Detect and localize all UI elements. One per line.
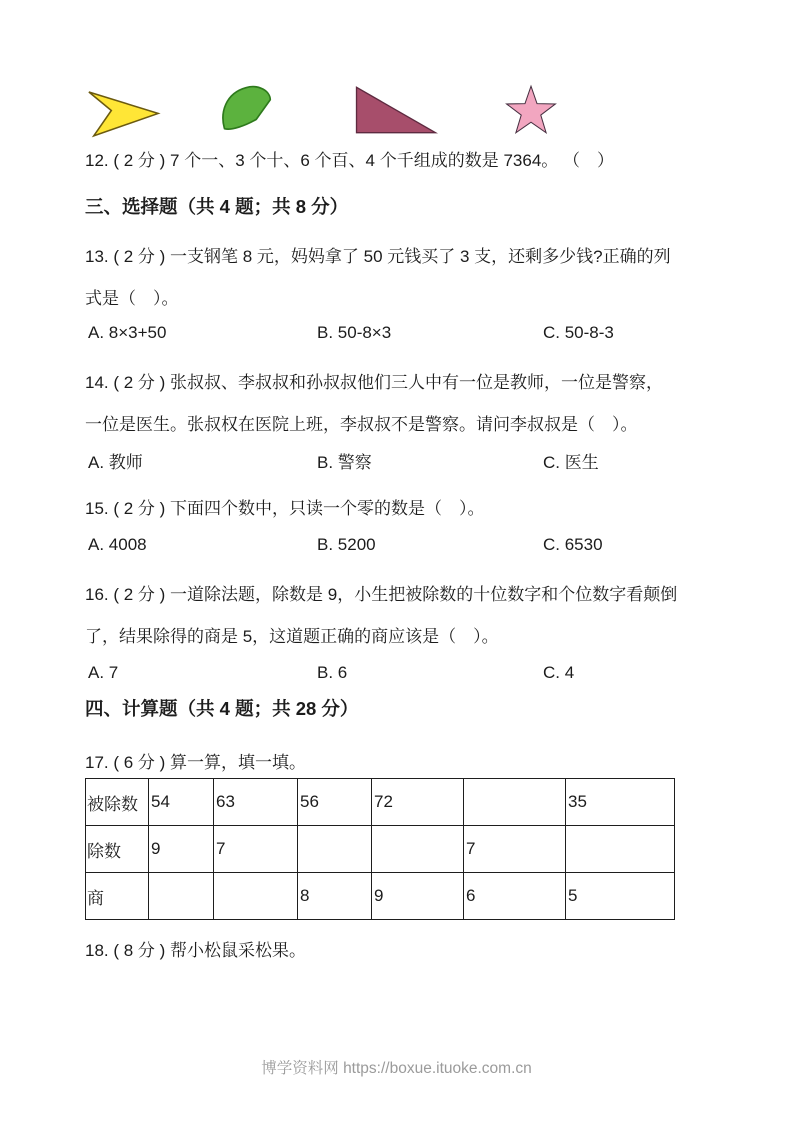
- option-q15-b: B. 5200: [317, 535, 376, 554]
- yellow-arrow-shape-icon: [85, 83, 163, 138]
- green-fan-path: [223, 86, 270, 128]
- maroon-triangle-shape-icon: [354, 84, 438, 136]
- section-header-calc: 四、计算题（共 4 题；共 28 分）: [85, 698, 359, 719]
- table-cell: [372, 826, 464, 873]
- options-q14: [85, 450, 743, 476]
- table-cell: 7: [464, 826, 566, 873]
- pink-star-shape-icon: [504, 79, 558, 141]
- footer-url-link[interactable]: https://boxue.ituoke.com.cn: [343, 1060, 532, 1077]
- question-16: [85, 574, 743, 658]
- option-q14-a: A. 教师: [88, 453, 143, 472]
- table-cell: 72: [372, 779, 464, 826]
- option-q13-a: A. 8×3+50: [88, 323, 167, 342]
- row-label-divisor: 除数: [86, 826, 149, 873]
- table-row-dividend: [86, 779, 675, 826]
- question-14: [85, 362, 743, 446]
- table-cell: 6: [464, 873, 566, 920]
- option-q15-a: A. 4008: [88, 535, 147, 554]
- question-17: 17. ( 6 分 ) 算一算，填一填。: [85, 753, 307, 772]
- maroon-triangle-polygon: [357, 87, 436, 132]
- option-q13-c: C. 50-8-3: [543, 323, 614, 342]
- row-label-quotient: 商: [86, 873, 149, 920]
- question-12: 12. ( 2 分 ) 7 个一、3 个十、6 个百、4 个千组成的数是 7364。 （ ）: [85, 151, 614, 170]
- shapes-row: [85, 78, 743, 142]
- table-row-quotient: [86, 873, 675, 920]
- question-13-line1: 13. ( 2 分 ) 一支钢笔 8 元，妈妈拿了 50 元钱买了 3 支，还剩多少钱?正确的列: [85, 247, 671, 266]
- table-cell: [298, 826, 372, 873]
- yellow-arrow-polygon: [89, 91, 158, 135]
- table-cell: [566, 826, 675, 873]
- option-q13-b: B. 50-8×3: [317, 323, 392, 342]
- options-q15: [85, 532, 743, 558]
- option-q15-c: C. 6530: [543, 535, 603, 554]
- table-cell: 9: [372, 873, 464, 920]
- option-q16-b: B. 6: [317, 663, 348, 682]
- table-cell: [464, 779, 566, 826]
- division-table: [85, 778, 675, 920]
- table-cell: 63: [214, 779, 298, 826]
- table-cell: 9: [149, 826, 214, 873]
- option-q16-a: A. 7: [88, 663, 119, 682]
- question-16-line1: 16. ( 2 分 ) 一道除法题，除数是 9，小生把被除数的十位数字和个位数字看颠倒: [85, 585, 678, 604]
- table-cell: 5: [566, 873, 675, 920]
- section-header-choice: 三、选择题（共 4 题；共 8 分）: [85, 196, 349, 217]
- option-q14-c: C. 医生: [543, 453, 599, 472]
- table-cell: 35: [566, 779, 675, 826]
- table-cell: 7: [214, 826, 298, 873]
- footer-site-name: 博学资料网: [261, 1060, 339, 1077]
- table-cell: 8: [298, 873, 372, 920]
- table-cell: 54: [149, 779, 214, 826]
- table-cell: [149, 873, 214, 920]
- option-q16-c: C. 4: [543, 663, 575, 682]
- table-cell: 56: [298, 779, 372, 826]
- question-13-line2: 式是（ ）。: [85, 289, 179, 308]
- question-14-line1: 14. ( 2 分 ) 张叔叔、李叔叔和孙叔叔他们三人中有一位是教师，一位是警察，: [85, 373, 664, 392]
- question-14-line2: 一位是医生。张叔权在医院上班，李叔叔不是警察。请问李叔叔是（ ）。: [85, 415, 638, 434]
- options-q13: [85, 320, 743, 346]
- question-15: 15. ( 2 分 ) 下面四个数中，只读一个零的数是（ ）。: [85, 499, 485, 518]
- table-row-divisor: [86, 826, 675, 873]
- option-q14-b: B. 警察: [317, 453, 372, 472]
- green-fan-shape-icon: [218, 82, 274, 139]
- pink-star-polygon: [507, 86, 556, 133]
- footer-watermark: [0, 1058, 793, 1080]
- options-q16: [85, 660, 743, 686]
- question-16-line2: 了，结果除得的商是 5，这道题正确的商应该是（ ）。: [85, 627, 499, 646]
- question-13: [85, 236, 743, 320]
- row-label-dividend: 被除数: [86, 779, 149, 826]
- table-cell: [214, 873, 298, 920]
- question-18: 18. ( 8 分 ) 帮小松鼠采松果。: [85, 941, 307, 960]
